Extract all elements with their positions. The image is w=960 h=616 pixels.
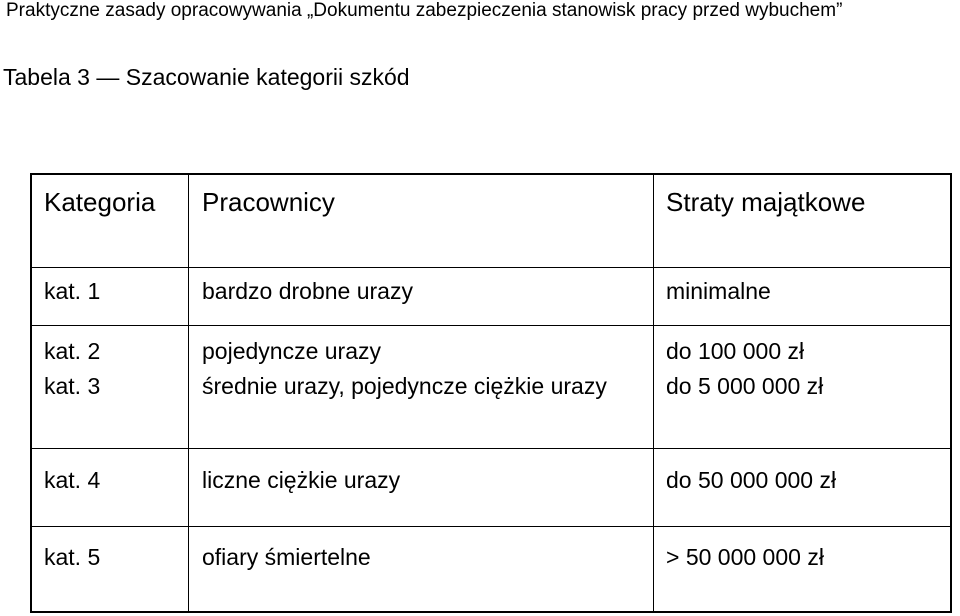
table-row	[32, 326, 950, 366]
table-row	[32, 366, 950, 449]
row-property: do 50 000 000 zł	[666, 467, 837, 493]
damage-category-table	[30, 173, 952, 613]
table-row	[32, 527, 950, 611]
table-header-row	[32, 175, 950, 268]
column-header-category: Kategoria	[44, 187, 156, 217]
row-workers: pojedyncze urazy	[202, 338, 381, 364]
row-category: kat. 5	[44, 544, 101, 570]
table-row	[32, 449, 950, 527]
running-header: Praktyczne zasady opracowywania „Dokumentu zabezpieczenia stanowisk pracy przed wybuchem”	[6, 0, 843, 21]
column-header-workers: Pracownicy	[202, 187, 335, 217]
table-row	[32, 268, 950, 326]
row-workers: liczne ciężkie urazy	[202, 467, 401, 493]
row-property: > 50 000 000 zł	[666, 544, 824, 570]
row-workers: ofiary śmiertelne	[202, 544, 371, 570]
row-property: do 5 000 000 zł	[666, 373, 824, 399]
row-property: do 100 000 zł	[666, 338, 805, 364]
row-workers: średnie urazy, pojedyncze ciężkie urazy	[202, 373, 607, 399]
row-category: kat. 3	[44, 373, 101, 399]
row-workers: bardzo drobne urazy	[202, 278, 413, 304]
table-title: Tabela 3 — Szacowanie kategorii szkód	[3, 64, 410, 90]
column-header-property: Straty majątkowe	[666, 187, 866, 217]
row-property: minimalne	[666, 278, 771, 304]
row-category: kat. 1	[44, 278, 101, 304]
row-category: kat. 4	[44, 467, 101, 493]
row-category: kat. 2	[44, 338, 101, 364]
